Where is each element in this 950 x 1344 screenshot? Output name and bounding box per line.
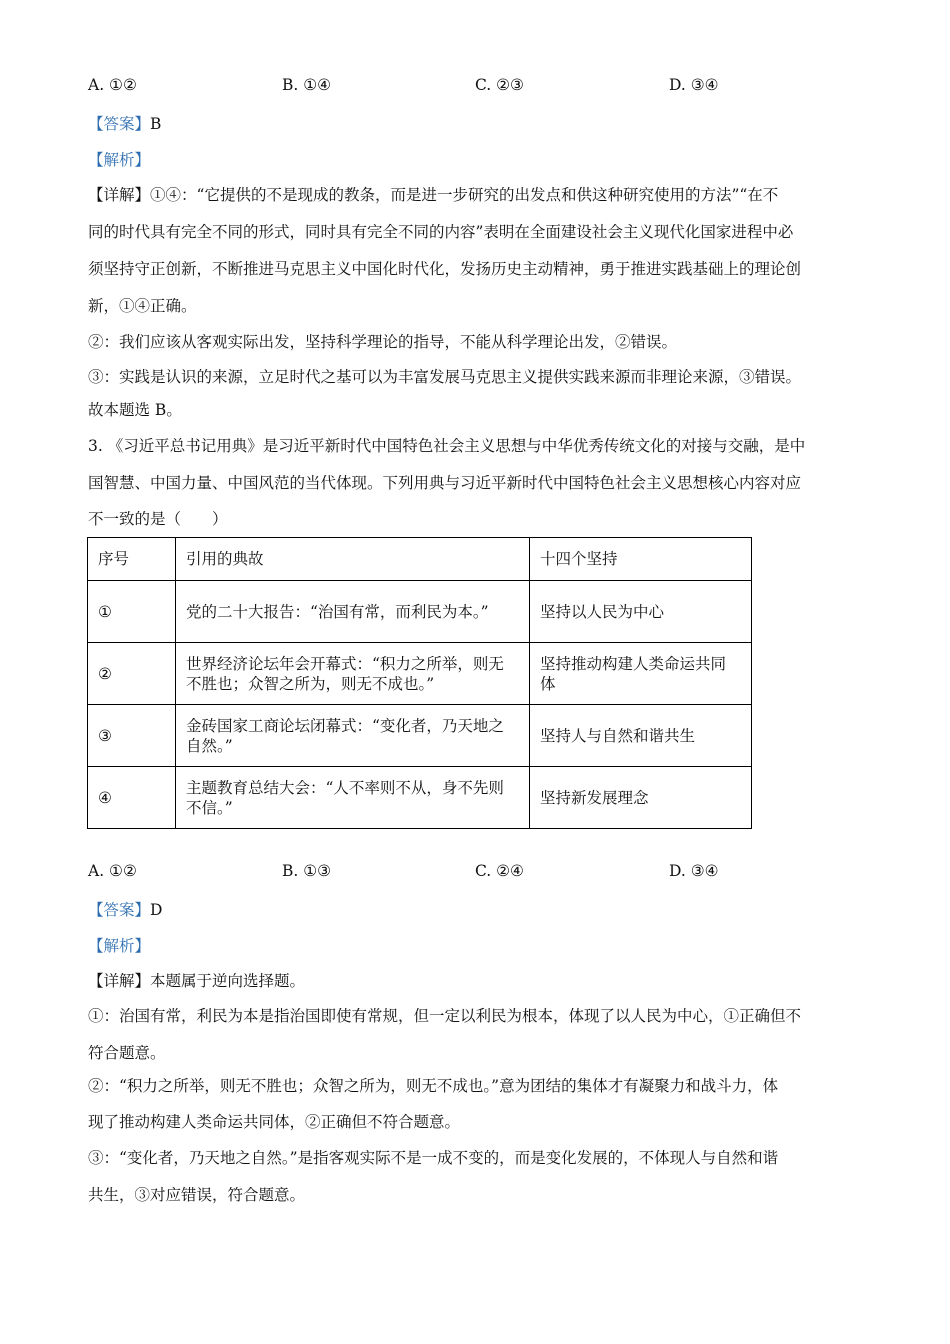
q3-answer (88, 898, 162, 920)
q2-conclusion: 故本题选 B。 (88, 401, 182, 419)
q2-detail-line (88, 183, 778, 205)
q3-stem-line: 3. 《习近平总书记用典》是习近平新时代中国特色社会主义思想与中华优秀传统文化的对接与交融，是中 (88, 437, 806, 455)
row-number: ① (88, 581, 176, 643)
answer-label: 【答案】 (88, 115, 151, 133)
row-quote: 金砖国家工商论坛闭幕式：“变化者，乃天地之自然。” (176, 705, 530, 767)
q2-detail-line: 须坚持守正创新，不断推进马克思主义中国化时代化，发扬历史主动精神，勇于推进实践基础上的理论创 (88, 260, 802, 278)
q2-detail-line: 新，①④正确。 (88, 297, 197, 315)
table-header: 十四个坚持 (530, 538, 752, 581)
row-principle: 坚持推动构建人类命运共同体 (530, 643, 752, 705)
q2-detail-line: ②：我们应该从客观实际出发，坚持科学理论的指导，不能从科学理论出发，②错误。 (88, 333, 678, 351)
table-row (88, 767, 752, 829)
table-header: 引用的典故 (176, 538, 530, 581)
row-number: ② (88, 643, 176, 705)
table-row (88, 705, 752, 767)
q3-detail-line: ①：治国有常，利民为本是指治国即使有常规，但一定以利民为根本，体现了以人民为中心，①正确但不 (88, 1007, 802, 1025)
row-number: ④ (88, 767, 176, 829)
q2-option-b[interactable]: B. ①④ (282, 76, 332, 94)
row-number: ③ (88, 705, 176, 767)
q3-analysis-label: 【解析】 (88, 937, 151, 955)
answer-value: D (150, 901, 163, 919)
q2-analysis-label: 【解析】 (88, 151, 151, 169)
row-quote: 党的二十大报告：“治国有常，而利民为本。” (176, 581, 530, 643)
q3-detail-line: ②：“积力之所举，则无不胜也；众智之所为，则无不成也。”意为团结的集体才有凝聚力和战斗力，体 (88, 1077, 779, 1095)
q3-detail-line: ③：“变化者，乃天地之自然。”是指客观实际不是一成不变的，而是变化发展的，不体现人与自然和谐 (88, 1149, 779, 1167)
q3-detail-line: 符合题意。 (88, 1044, 166, 1062)
table-row (88, 643, 752, 705)
q3-option-c[interactable]: C. ②④ (475, 862, 524, 880)
answer-label: 【答案】 (88, 901, 151, 919)
q3-option-b[interactable]: B. ①③ (282, 862, 332, 880)
row-quote: 主题教育总结大会：“人不率则不从，身不先则不信。” (176, 767, 530, 829)
q3-detail-line: 现了推动构建人类命运共同体，②正确但不符合题意。 (88, 1113, 461, 1131)
table-row (88, 581, 752, 643)
table-header-row (88, 538, 752, 581)
detail-label: 【详解】 (88, 972, 151, 990)
q3-detail-line (88, 969, 305, 991)
q2-answer (88, 112, 161, 134)
table-header: 序号 (88, 538, 176, 581)
row-principle: 坚持新发展理念 (530, 767, 752, 829)
q3-detail-line: 共生，③对应错误，符合题意。 (88, 1186, 306, 1204)
q2-option-a[interactable]: A. ①② (88, 76, 137, 94)
q3-stem-line: 国智慧、中国力量、中国风范的当代体现。下列用典与习近平新时代中国特色社会主义思想核心内容对应 (88, 474, 802, 492)
answer-value: B (150, 115, 162, 133)
q3-stem-line: 不一致的是（ ） (88, 510, 228, 528)
quote-table (87, 537, 752, 829)
row-quote: 世界经济论坛年会开幕式：“积力之所举，则无不胜也；众智之所为，则无不成也。” (176, 643, 530, 705)
q3-option-a[interactable]: A. ①② (88, 862, 137, 880)
detail-text: ①④：“它提供的不是现成的教条，而是进一步研究的出发点和供这种研究使用的方法”“在不 (150, 186, 779, 204)
detail-label: 【详解】 (88, 186, 151, 204)
q2-option-d[interactable]: D. ③④ (669, 76, 719, 94)
row-principle: 坚持以人民为中心 (530, 581, 752, 643)
q3-option-d[interactable]: D. ③④ (669, 862, 719, 880)
q2-detail-line: ③：实践是认识的来源，立足时代之基可以为丰富发展马克思主义提供实践来源而非理论来源，③错误。 (88, 368, 802, 386)
row-principle: 坚持人与自然和谐共生 (530, 705, 752, 767)
detail-text: 本题属于逆向选择题。 (150, 972, 306, 990)
q2-option-c[interactable]: C. ②③ (475, 76, 524, 94)
q2-detail-line: 同的时代具有完全不同的形式，同时具有完全不同的内容”表明在全面建设社会主义现代化国家进程中必 (88, 223, 794, 241)
